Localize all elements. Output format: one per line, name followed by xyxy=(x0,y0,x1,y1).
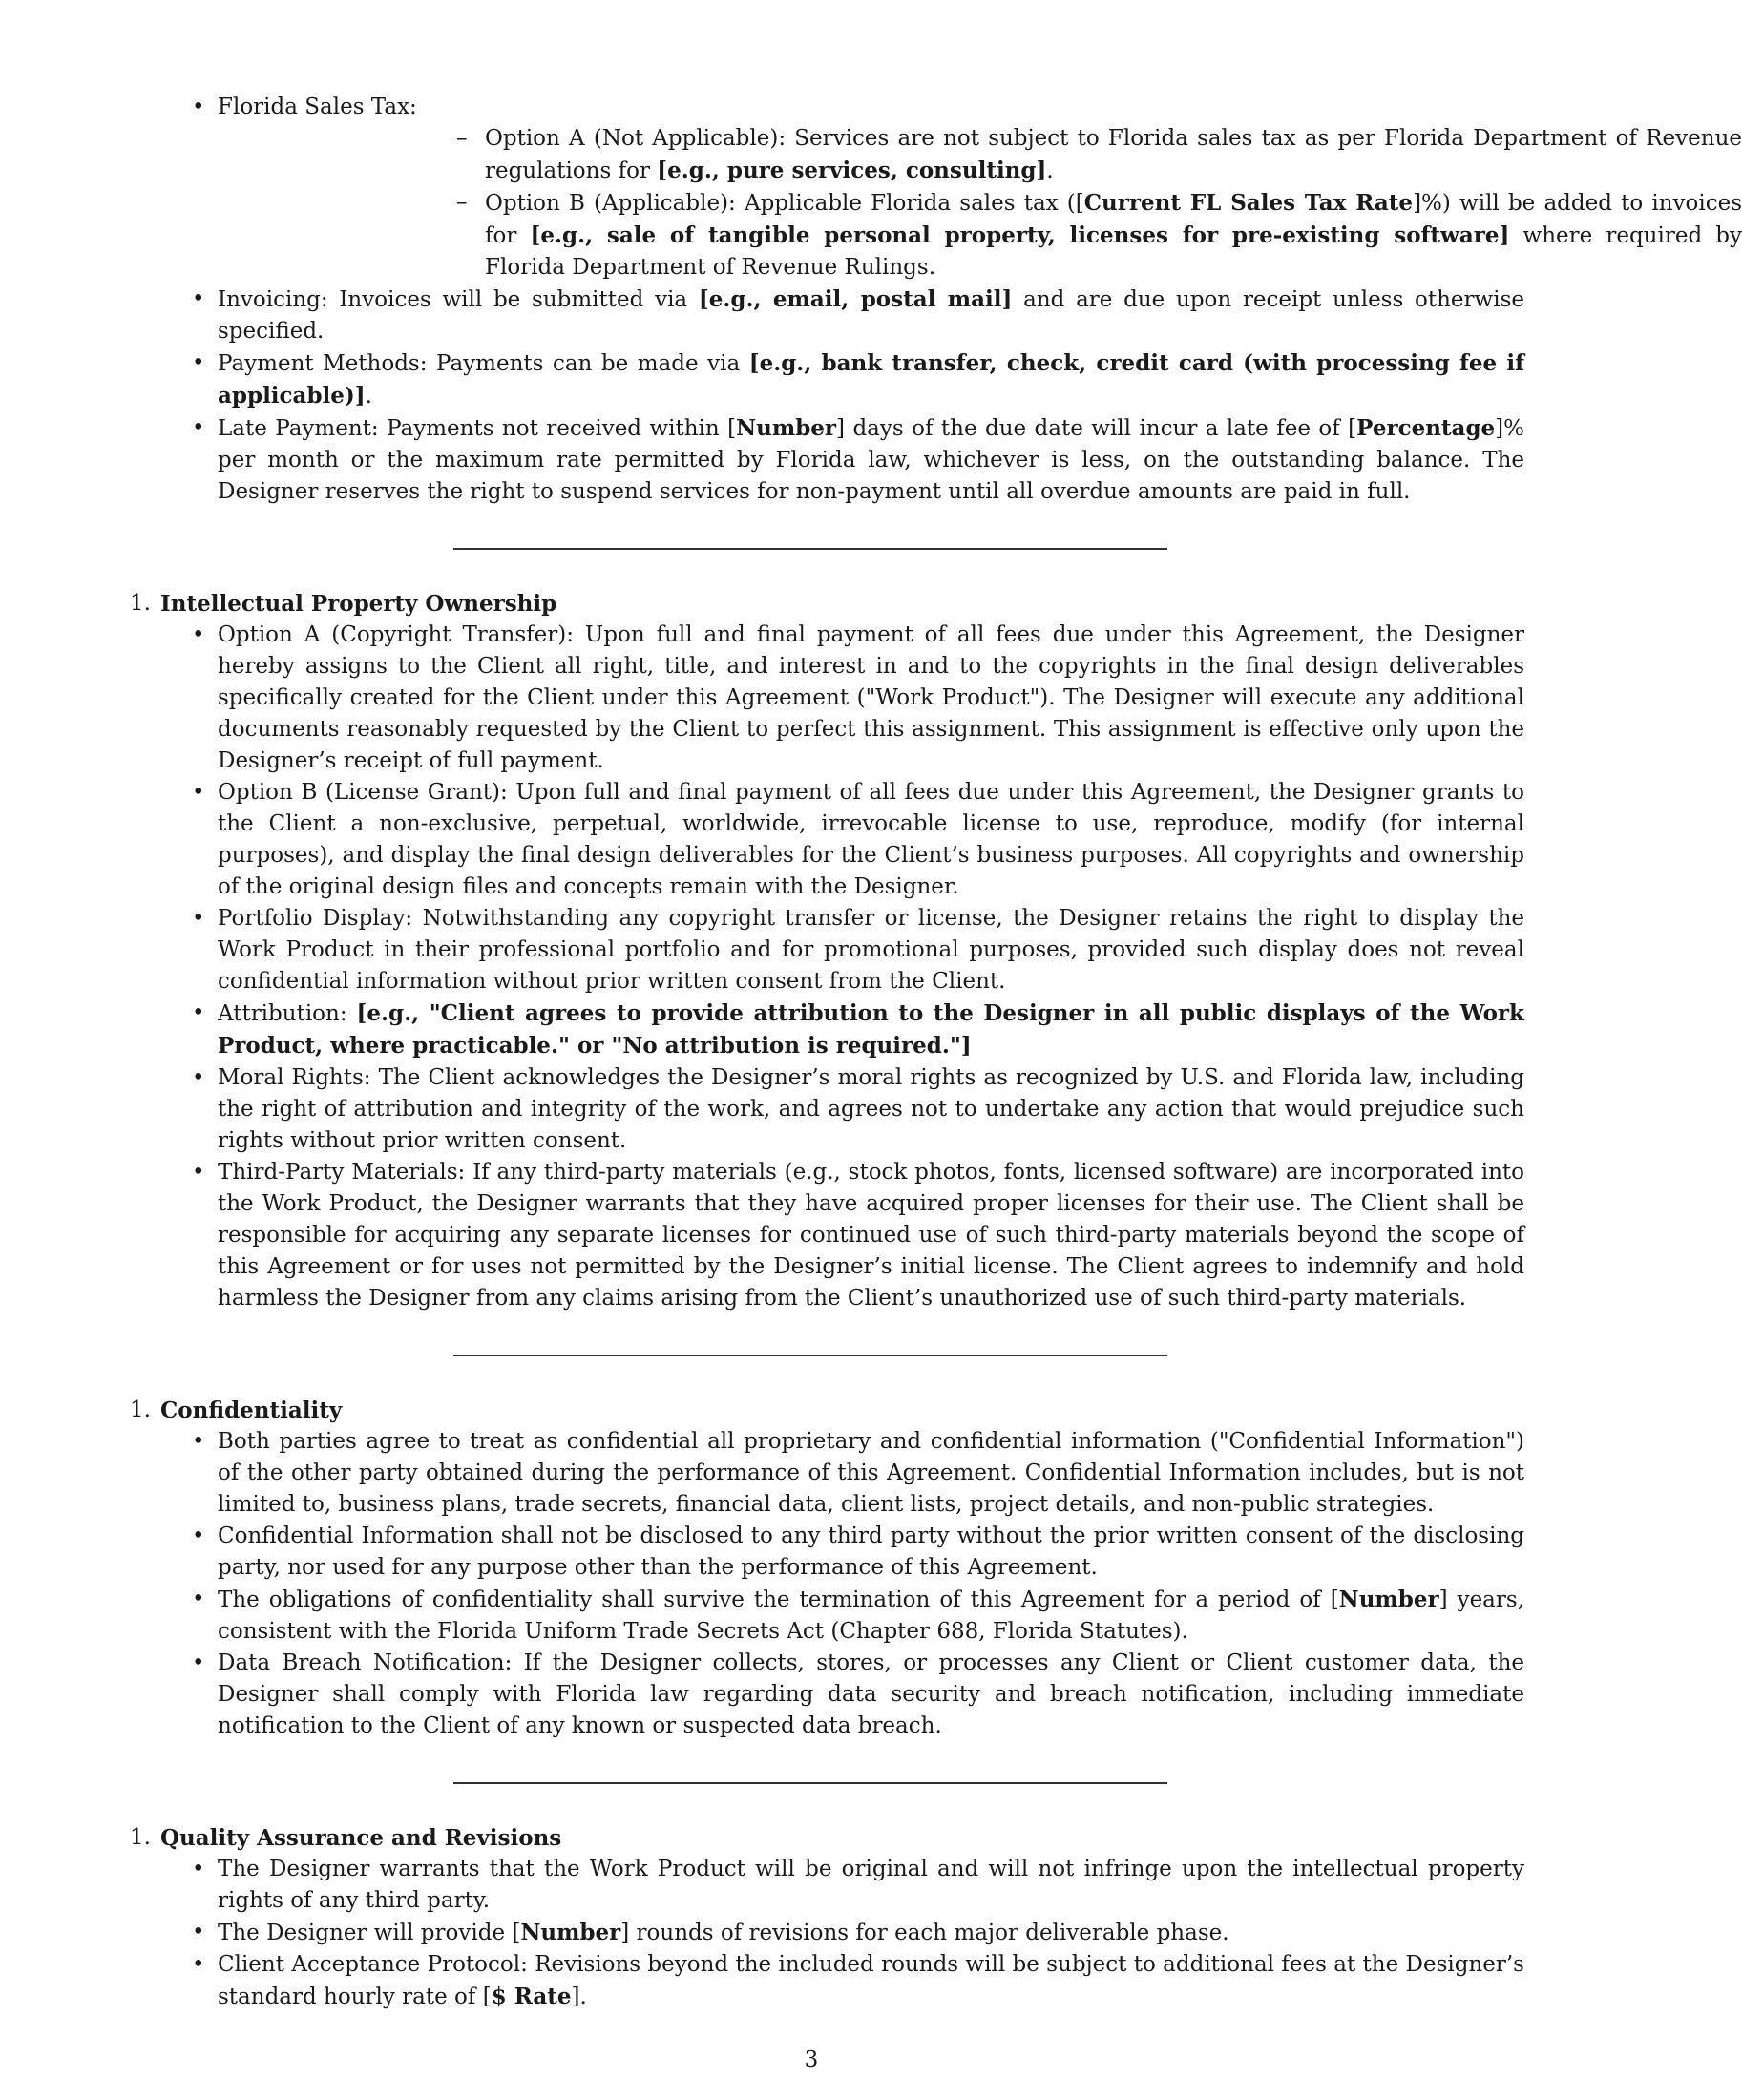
list-item-portfolio-display: • Portfolio Display: Notwithstanding any copyright transfer or license, the Designer retains the right to display the Work Product in their professional portfolio and for promotional purposes, provided such display does not reveal confidential information without prior written consent from the Client. xyxy=(218,903,1524,998)
acceptance-end: ]. xyxy=(571,1984,587,2009)
list-item-confidential-definition: • Both parties agree to treat as confidential all proprietary and confidential information ("Confidential Information") of the other party obtained during the performance of this Agreement. Confidential Information includes, but is not limited to, business plans, trade secrets, financial data, client lists, project details, and non-public strategies. xyxy=(218,1426,1524,1521)
list-item-tax-option-b xyxy=(485,187,1742,284)
revisions-end: ] rounds of revisions for each major deliverable phase. xyxy=(620,1921,1229,1945)
payment-methods-text: Payment Methods: Payments can be made via xyxy=(218,351,749,376)
list-item-third-party-materials: • Third-Party Materials: If any third-party materials (e.g., stock photos, fonts, licensed software) are incorporated into the Work Product, the Designer warrants that they have acquired proper licenses for their use. The Client shall be responsible for acquiring any separate licenses for continued use of such third-party materials beyond the scope of this Agreement or for uses not permitted by the Designer’s initial license. The Client agrees to indemnify and hold harmless the Designer from any claims arising from the Client’s unauthorized use of such third-party materials. xyxy=(218,1157,1524,1314)
tax-option-b-end: where required by Florida Department of Revenue Rulings. xyxy=(485,223,1742,280)
section-title: Quality Assurance and Revisions xyxy=(160,1825,562,1851)
survival-years-placeholder: Number xyxy=(1338,1586,1439,1612)
list-item-attribution xyxy=(218,998,1524,1062)
document-body xyxy=(0,92,1742,2013)
list-item-tax-option-a xyxy=(485,123,1742,187)
ip-list xyxy=(0,620,1623,1314)
list-item-non-disclosure: • Confidential Information shall not be disclosed to any third party without the prior written consent of the disclosing party, nor used for any purpose other than the performance of this Agreement. xyxy=(218,1521,1524,1584)
section-heading-ip xyxy=(130,588,1623,620)
list-item-late-payment xyxy=(218,412,1524,508)
acceptance-text: Client Acceptance Protocol: Revisions beyond the included rounds will be subject to additional fees at the Designer’s standard hourly rate of [ xyxy=(218,1952,1524,2009)
revisions-text: The Designer will provide [ xyxy=(218,1921,521,1945)
tax-option-b-text: Option B (Applicable): Applicable Florida sales tax ([ xyxy=(485,191,1084,216)
section-heading-quality-assurance xyxy=(130,1822,1623,1854)
late-payment-middle: ] days of the due date will incur a late fee of [ xyxy=(836,416,1357,441)
list-item-florida-sales-tax xyxy=(218,92,1742,284)
tax-option-a-placeholder: [e.g., pure services, consulting] xyxy=(657,158,1047,183)
list-item-invoicing xyxy=(218,284,1524,347)
page-number: 3 xyxy=(804,2048,819,2072)
attribution-placeholder: [e.g., "Client agrees to provide attribution to the Designer in all public displays of the Work Product, where practicable." or "No attribution is required."] xyxy=(218,1000,1524,1059)
late-payment-text: Late Payment: Payments not received within [ xyxy=(218,416,737,441)
list-item-copyright-transfer: • Option A (Copyright Transfer): Upon full and final payment of all fees due under this Agreement, the Designer hereby assigns to the Client all right, title, and interest in and to the copyrights in the final design deliverables specifically created for the Client under this Agreement ("Work Product"). The Designer will execute any additional documents reasonably requested by the Client to perfect this assignment. This assignment is effective only upon the Designer’s receipt of full payment. xyxy=(218,620,1524,777)
list-item-survival xyxy=(218,1584,1524,1648)
section-number: 1. xyxy=(130,1397,151,1422)
tax-option-a-text: Option A (Not Applicable): Services are not subject to Florida sales tax as per Florida Department of Revenue regulations for xyxy=(485,126,1742,183)
list-item-data-breach: • Data Breach Notification: If the Designer collects, stores, or processes any Client or Client customer data, the Designer shall comply with Florida law regarding data security and breach notification, including immediate notification to the Client of any known or suspected data breach. xyxy=(218,1648,1524,1742)
late-days-placeholder: Number xyxy=(736,415,837,441)
section-divider xyxy=(453,1354,1167,1356)
section-title: Intellectual Property Ownership xyxy=(160,591,557,617)
section-title: Confidentiality xyxy=(160,1397,343,1423)
late-payment-end: ]% per month or the maximum rate permitted by Florida law, whichever is less, on the outstanding balance. The Designer reserves the right to suspend services for non-payment until all overdue amounts are paid in full. xyxy=(218,416,1524,504)
list-item-payment-methods xyxy=(218,347,1524,412)
sales-tax-label: Florida Sales Tax: xyxy=(218,94,417,119)
section-divider xyxy=(453,548,1167,550)
tax-rate-placeholder: Current FL Sales Tax Rate xyxy=(1083,190,1414,216)
sales-tax-options xyxy=(218,123,1742,284)
section-heading-confidentiality xyxy=(130,1395,1623,1426)
section-number: 1. xyxy=(130,1825,151,1850)
hourly-rate-placeholder: $ Rate xyxy=(491,1984,572,2009)
payment-methods-end: . xyxy=(365,384,372,409)
tax-option-a-end: . xyxy=(1046,158,1054,183)
late-fee-placeholder: Percentage xyxy=(1356,415,1496,441)
tax-option-b-placeholder: [e.g., sale of tangible personal property, licenses for pre-existing software] xyxy=(530,222,1510,248)
survival-text: The obligations of confidentiality shall survive the termination of this Agreement for a period of [ xyxy=(218,1587,1339,1612)
invoicing-placeholder: [e.g., email, postal mail] xyxy=(698,286,1013,312)
quality-assurance-list xyxy=(0,1854,1623,2013)
section-divider xyxy=(453,1782,1167,1784)
list-item-moral-rights: • Moral Rights: The Client acknowledges the Designer’s moral rights as recognized by U.S. and Florida law, including the right of attribution and integrity of the work, and agrees not to undertake any action that would prejudice such rights without prior written consent. xyxy=(218,1062,1524,1157)
invoicing-end: and are due upon receipt unless otherwise specified. xyxy=(218,287,1524,344)
section-number: 1. xyxy=(130,591,151,616)
list-item-revision-rounds xyxy=(218,1917,1524,1949)
payment-terms-list xyxy=(0,92,1742,508)
attribution-label: Attribution: xyxy=(218,1001,357,1026)
survival-end: ] years, consistent with the Florida Uniform Trade Secrets Act (Chapter 688, Florida Statutes). xyxy=(218,1587,1525,1644)
list-item-originality: • The Designer warrants that the Work Product will be original and will not infringe upon the intellectual property rights of any third party. xyxy=(218,1854,1524,1917)
tax-option-b-middle: ]%) will be added to invoices for xyxy=(485,191,1742,248)
confidentiality-list xyxy=(0,1426,1623,1742)
invoicing-text: Invoicing: Invoices will be submitted via xyxy=(218,287,699,312)
list-item-acceptance-protocol xyxy=(218,1949,1524,2013)
revisions-number-placeholder: Number xyxy=(520,1920,621,1945)
payment-methods-placeholder: [e.g., bank transfer, check, credit card (with processing fee if applicable)] xyxy=(218,350,1524,409)
list-item-license-grant: • Option B (License Grant): Upon full and final payment of all fees due under this Agreement, the Designer grants to the Client a non-exclusive, perpetual, worldwide, irrevocable license to use, reproduce, modify (for internal purposes), and display the final design deliverables for the Client’s business purposes. All copyrights and ownership of the original design files and concepts remain with the Designer. xyxy=(218,777,1524,903)
